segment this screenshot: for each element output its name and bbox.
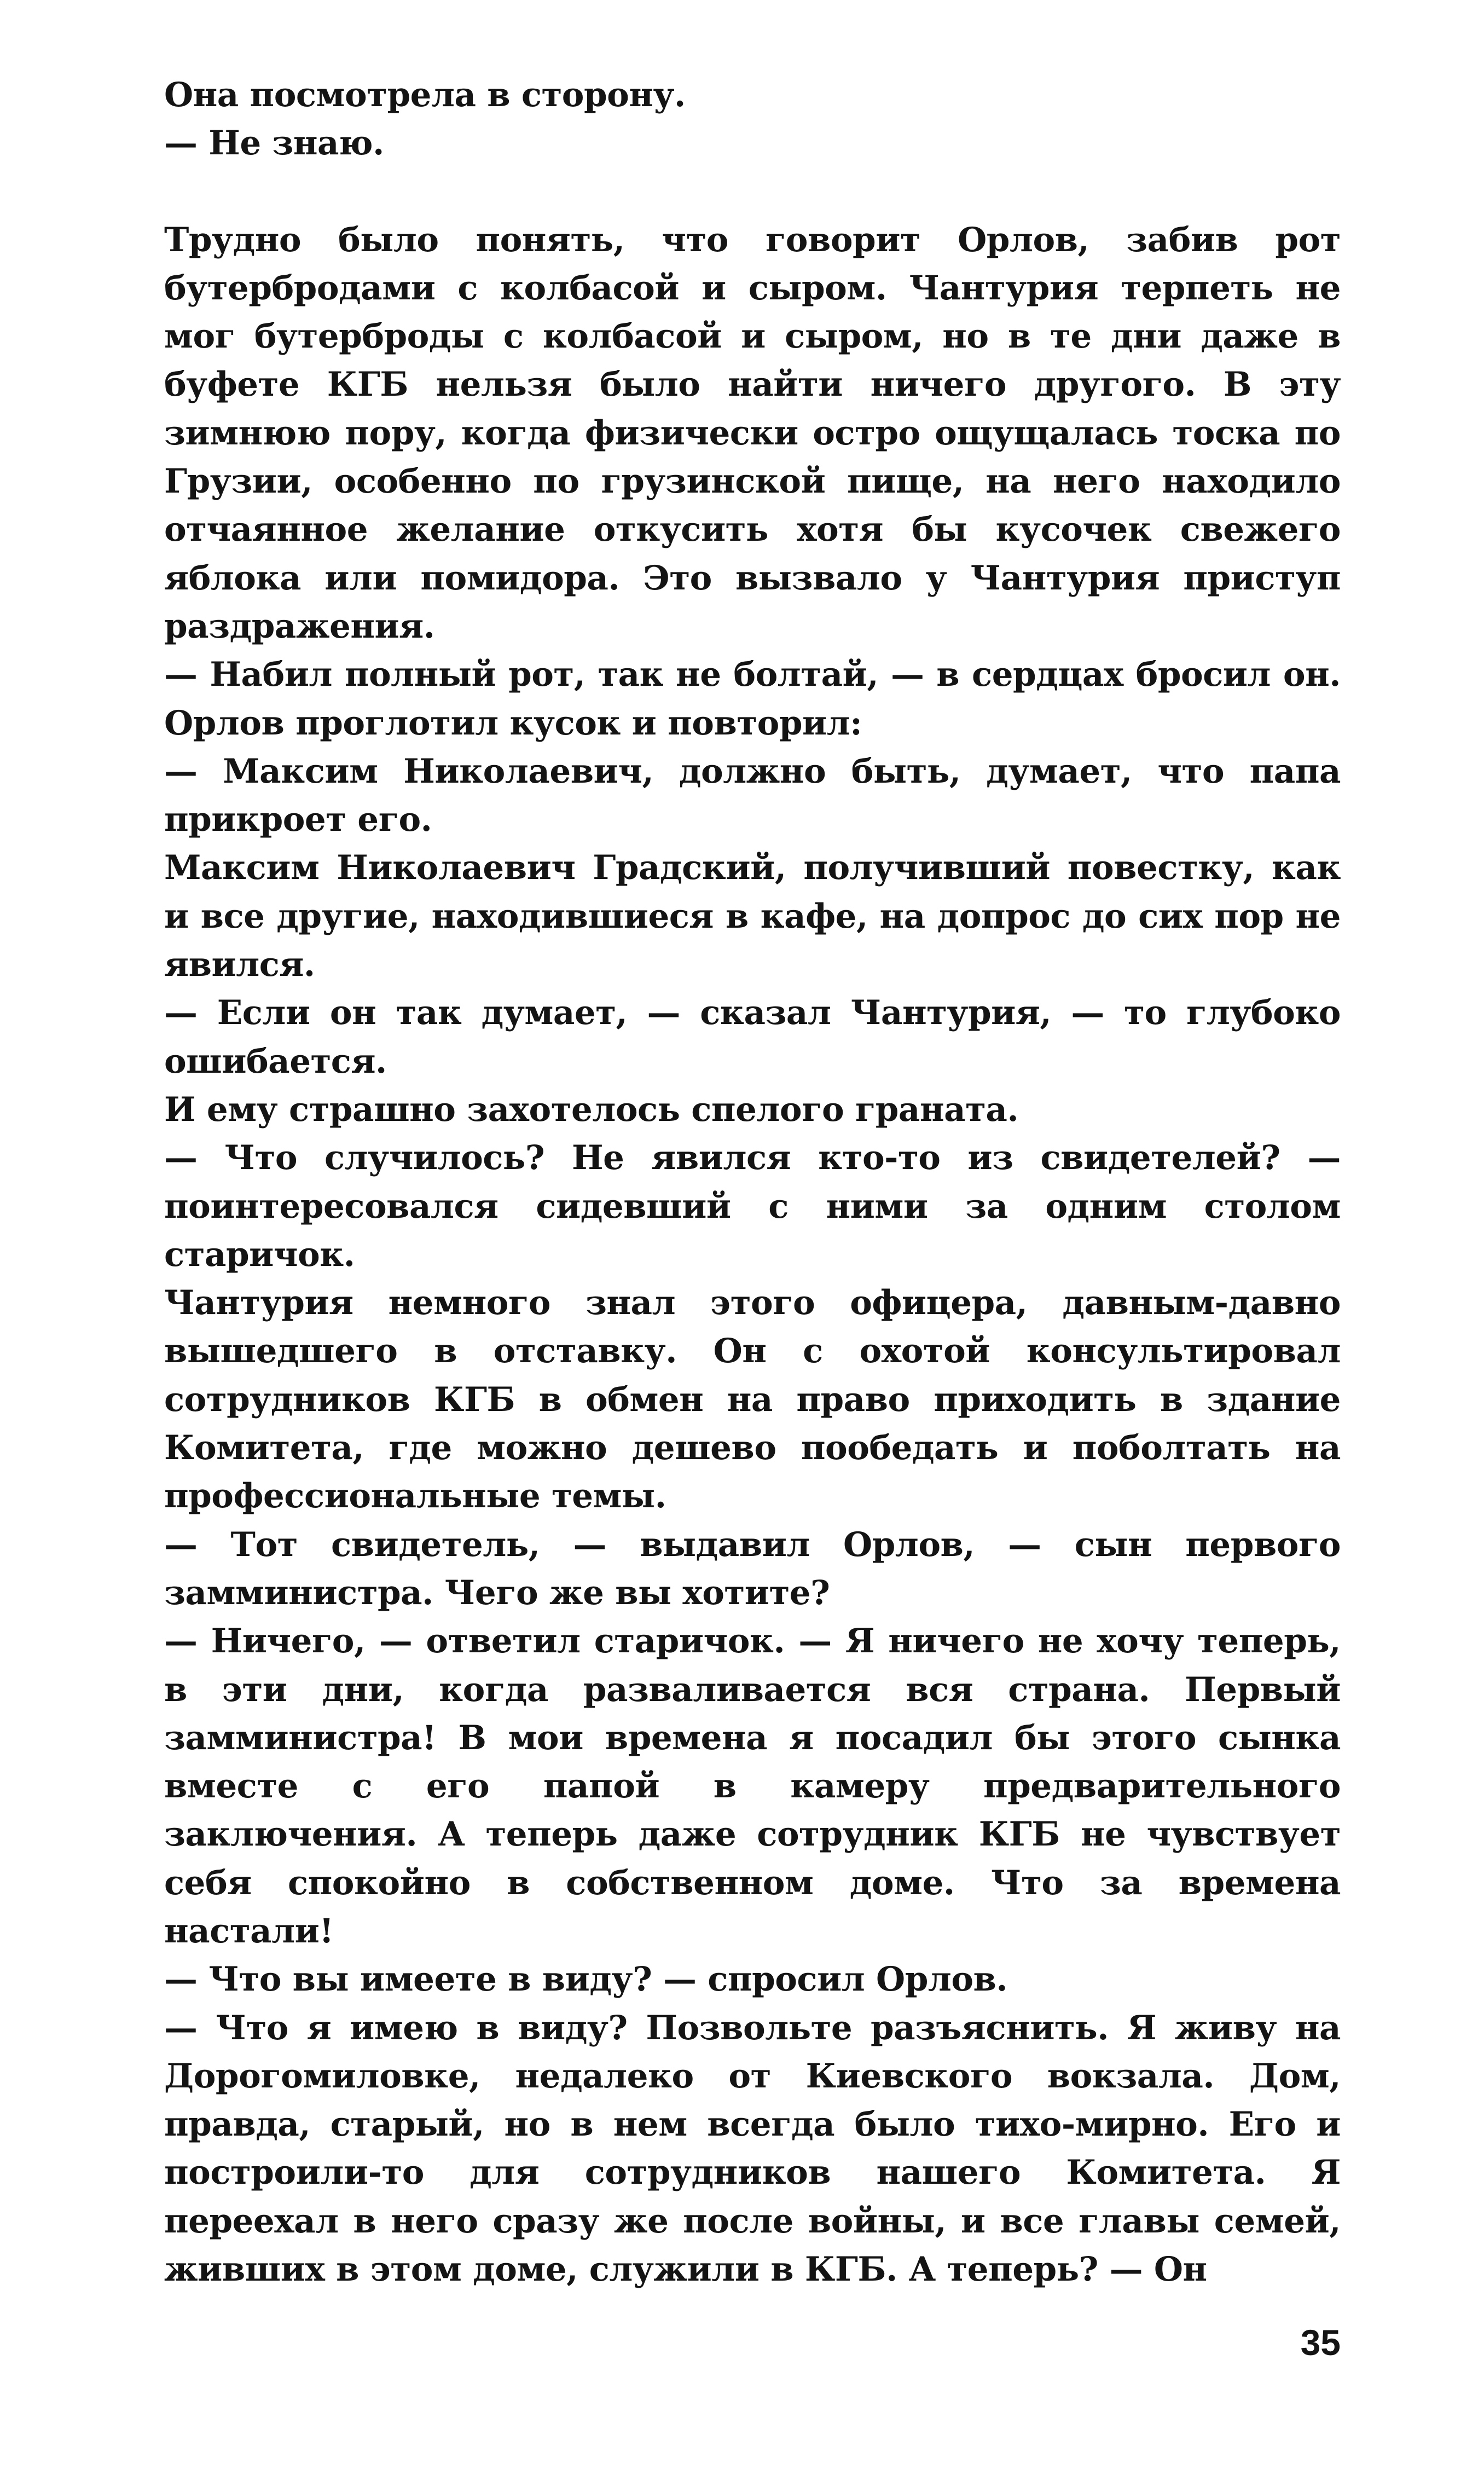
paragraph-9: — Что случилось? Не явился кто-то из свидетелей? — поинтересовался сидевший с ними за одним столом старичок. <box>164 1138 1341 1274</box>
paragraph-7: — Если он так думает, — сказал Чантурия, — то глубоко ошибается. <box>164 993 1341 1081</box>
paragraph-2: — Не знаю. <box>164 124 384 163</box>
page-number: 35 <box>1300 2322 1341 2363</box>
paragraph-13: — Что вы имеете в виду? — спросил Орлов. <box>164 1960 1008 1999</box>
paragraph-1: Она посмотрела в сторону. <box>164 76 686 114</box>
paragraph-6: Максим Николаевич Градский, получивший повестку, как и все другие, находившиеся в кафе, на допрос до сих пор не явился. <box>164 848 1341 985</box>
paragraph-10: Чантурия немного знал этого офицера, давным-давно вышедшего в отставку. Он с охотой консультировал сотрудников КГБ в обмен на право приходить в здание Комитета, где можно дешево пообедать и поболтать на профессиональные темы. <box>164 1283 1341 1516</box>
paragraph-14: — Что я имею в виду? Позвольте разъяснить. Я живу на Дорогомиловке, недалеко от Киевского вокзала. Дом, правда, старый, но в нем всегда было тихо-мирно. Его и построили-то для сотрудников нашего Комитета. Я переехал в него сразу же после войны, и все главы семей, живших в этом доме, служили в КГБ. А теперь? — Он <box>164 2008 1341 2289</box>
paragraph-11: — Тот свидетель, — выдавил Орлов, — сын первого замминистра. Чего же вы хотите? <box>164 1525 1341 1612</box>
paragraph-8: И ему страшно захотелось спелого граната. <box>164 1090 1019 1129</box>
paragraph-12: — Ничего, — ответил старичок. — Я ничего не хочу теперь, в эти дни, когда разваливается вся страна. Первый замминистра! В мои времена я посадил бы этого сынка вместе с его папой в камеру предварительного заключения. А теперь даже сотрудник КГБ не чувствует себя спокойно в собственном доме. Что за времена настали! <box>164 1622 1341 1951</box>
paragraph-5: — Максим Николаевич, должно быть, думает, что папа прикроет его. <box>164 751 1341 840</box>
body-text <box>164 71 1341 2294</box>
paragraph-3: Трудно было понять, что говорит Орлов, забив рот бутербродами с колбасой и сыром. Чантурия терпеть не мог бутерброды с колбасой и сыром, но в те дни даже в буфете КГБ нельзя было найти ничего другого. В эту зимнюю пору, когда физически остро ощущалась тоска по Грузии, особенно по грузинской пище, на него находило отчаянное желание откусить хотя бы кусочек свежего яблока или помидора. Это вызвало у Чантурия приступ раздражения. <box>164 220 1341 646</box>
paragraph-4: — Набил полный рот, так не болтай, — в сердцах бросил он. Орлов проглотил кусок и повторил: <box>164 655 1341 743</box>
